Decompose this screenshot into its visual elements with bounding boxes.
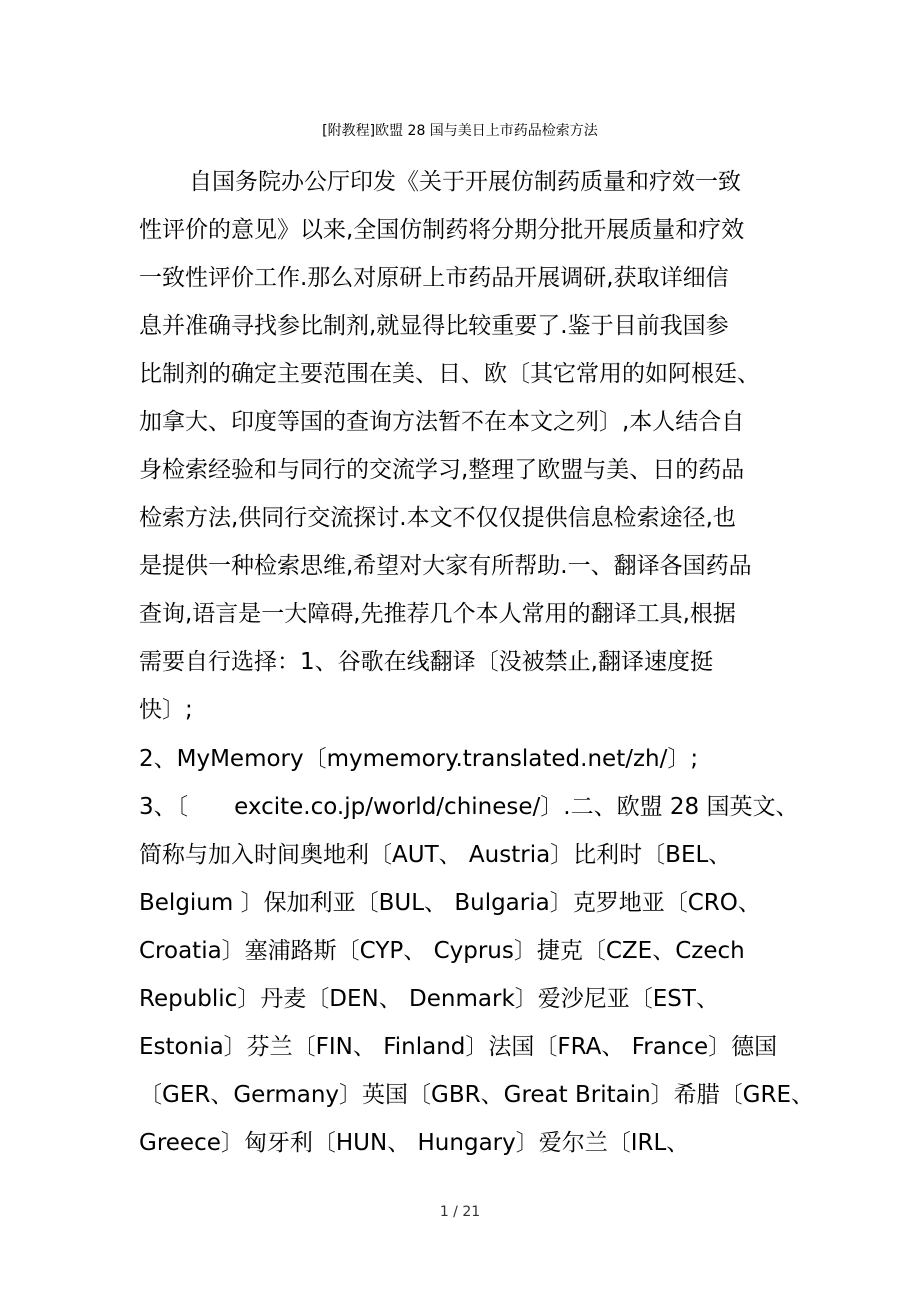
body-line-16: Belgium 〕保加利亚〔BUL、 Bulgaria〕克罗地亚〔CRO、 [139,890,761,916]
body-line-4: 息并准确寻找参比制剂,就显得比较重要了.鉴于目前我国参 [139,313,729,339]
body-line-11: 需要自行选择：1、谷歌在线翻译〔没被禁止,翻译速度挺 [139,649,713,675]
body-line-18: Republic〕丹麦〔DEN、 Denmark〕爱沙尼亚〔EST、 [139,986,719,1012]
body-line-7: 身检索经验和与同行的交流学习,整理了欧盟与美、日的药品 [139,457,745,483]
body-line-13: 2、MyMemory〔mymemory.translated.net/zh/〕; [139,746,699,772]
body-line-19: Estonia〕芬兰〔FIN、 Finland〕法国〔FRA、 France〕德国 [139,1034,778,1060]
body-line-3: 一致性评价工作.那么对原研上市药品开展调研,获取详细信 [139,265,729,291]
body-line-5: 比制剂的确定主要范围在美、日、欧〔其它常用的如阿根廷、 [139,361,760,387]
body-line-14: 3、〔 excite.co.jp/world/chinese/〕.二、欧盟 28 国英文、 [139,794,799,820]
body-line-21: Greece〕匈牙利〔HUN、 Hungary〕爱尔兰〔IRL、 [139,1130,690,1156]
body-line-2: 性评价的意见》以来,全国仿制药将分期分批开展质量和疗效 [139,217,745,243]
body-line-10: 查询,语言是一大障碍,先推荐几个本人常用的翻译工具,根据 [139,601,736,627]
body-line-6: 加拿大、印度等国的查询方法暂不在本文之列〕,本人结合自 [139,409,745,435]
body-line-15: 简称与加入时间奥地利〔AUT、 Austria〕比利时〔BEL、 [139,842,732,868]
body-line-17: Croatia〕塞浦路斯〔CYP、 Cyprus〕捷克〔CZE、Czech [139,938,745,964]
document-title: [附教程]欧盟 28 国与美日上市药品检索方法 [322,123,598,139]
page-number: 1 / 21 [439,1204,481,1220]
body-line-8: 检索方法,供同行交流探讨.本文不仅仅提供信息检索途径,也 [139,505,736,531]
body-line-9: 是提供一种检索思维,希望对大家有所帮助.一、翻译各国药品 [139,553,752,579]
body-line-12: 快〕; [139,697,193,723]
body-line-20: 〔GER、Germany〕英国〔GBR、Great Britain〕希腊〔GRE、 [139,1082,815,1108]
body-line-1: 自国务院办公厅印发《关于开展仿制药质量和疗效一致 [189,169,741,195]
